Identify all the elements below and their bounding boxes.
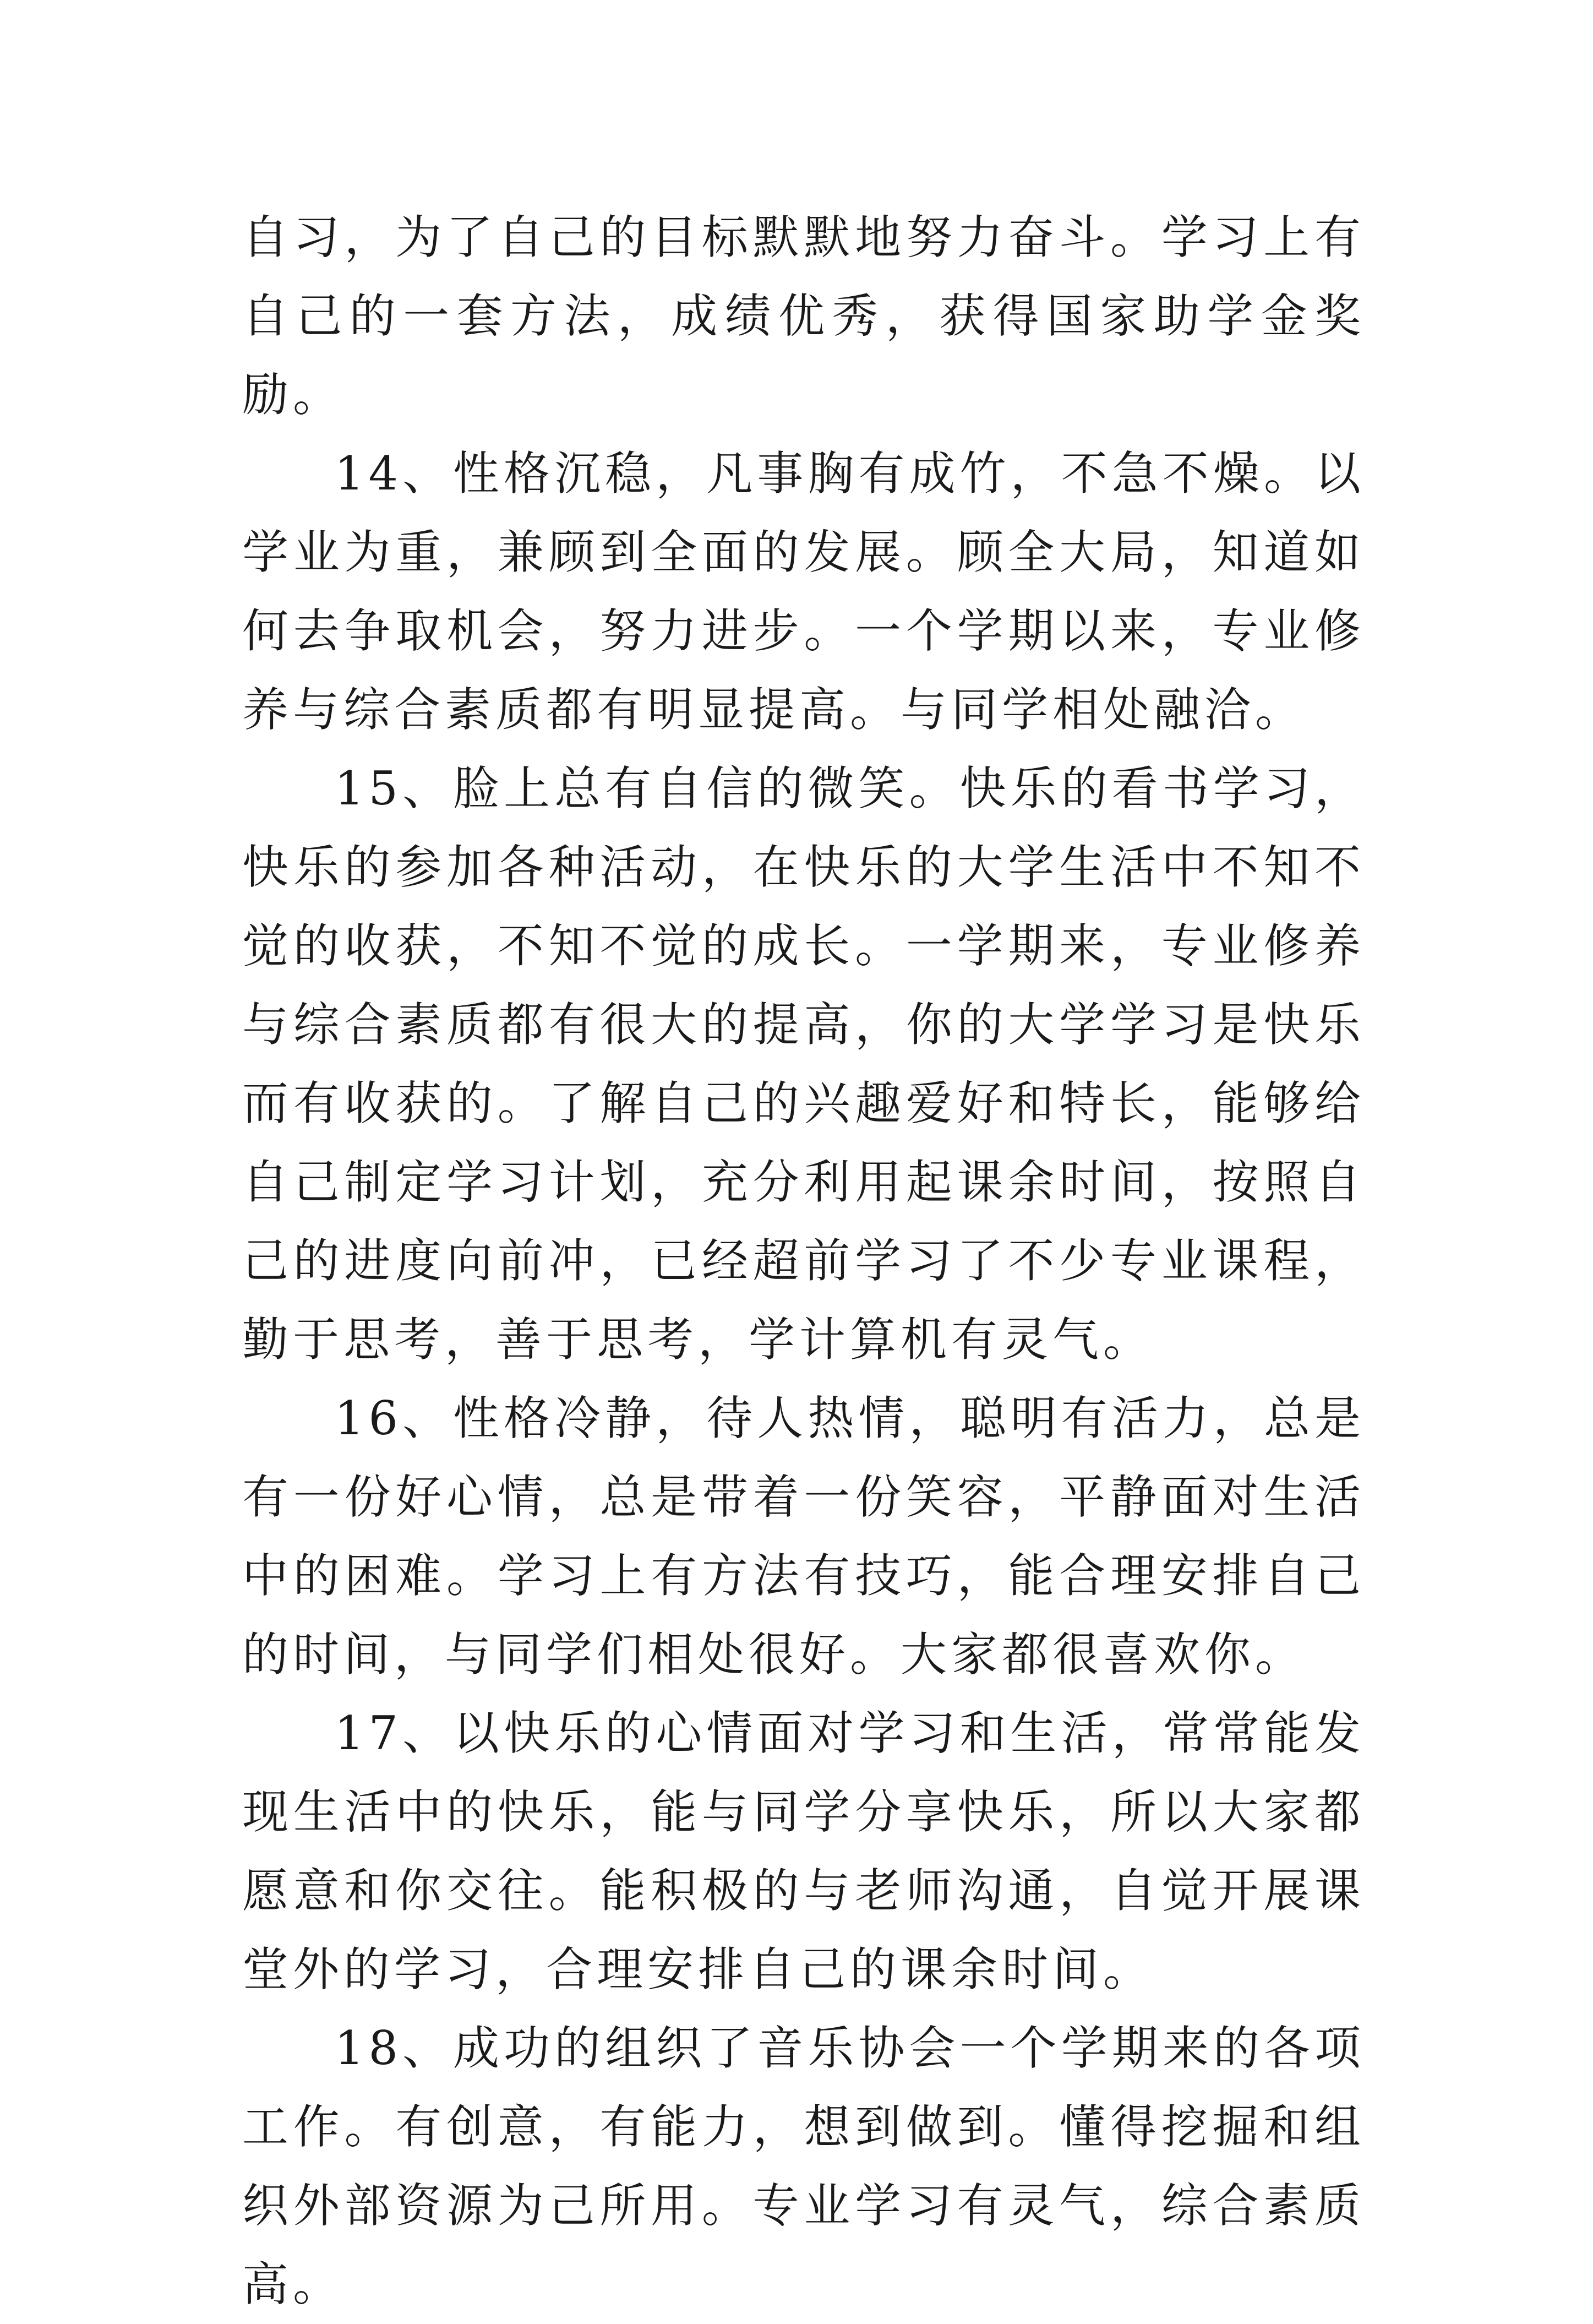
document-body — [242, 198, 1365, 2324]
paragraph-18: 18、成功的组织了音乐协会一个学期来的各项工作。有创意，有能力，想到做到。懂得挖掘和组织外部资源为己所用。专业学习有灵气，综合素质高。 — [242, 2021, 1365, 2311]
paragraph-17: 17、以快乐的心情面对学习和生活，常常能发现生活中的快乐，能与同学分享快乐，所以大家都愿意和你交往。能积极的与老师沟通，自觉开展课堂外的学习，合理安排自己的课余时间。 — [242, 1706, 1365, 1996]
paragraph-16: 16、性格冷静，待人热情，聪明有活力，总是有一份好心情，总是带着一份笑容，平静面对生活中的困难。学习上有方法有技巧，能合理安排自己的时间，与同学们相处很好。大家都很喜欢你。 — [242, 1391, 1365, 1681]
paragraph-14: 14、性格沉稳，凡事胸有成竹，不急不燥。以学业为重，兼顾到全面的发展。顾全大局，知道如何去争取机会，努力进步。一个学期以来，专业修养与综合素质都有明显提高。与同学相处融洽。 — [242, 447, 1365, 737]
paragraph-13-continued: 自习，为了自己的目标默默地努力奋斗。学习上有自己的一套方法，成绩优秀，获得国家助学金奖励。 — [242, 210, 1365, 422]
paragraph-15: 15、脸上总有自信的微笑。快乐的看书学习，快乐的参加各种活动，在快乐的大学生活中不知不觉的收获，不知不觉的成长。一学期来，专业修养与综合素质都有很大的提高，你的大学学习是快乐而有收获的。了解自己的兴趣爱好和特长，能够给自己制定学习计划，充分利用起课余时间，按照自己的进度向前冲，已经超前学习了不少专业课程，勤于思考，善于思考，学计算机有灵气。 — [242, 761, 1365, 1367]
